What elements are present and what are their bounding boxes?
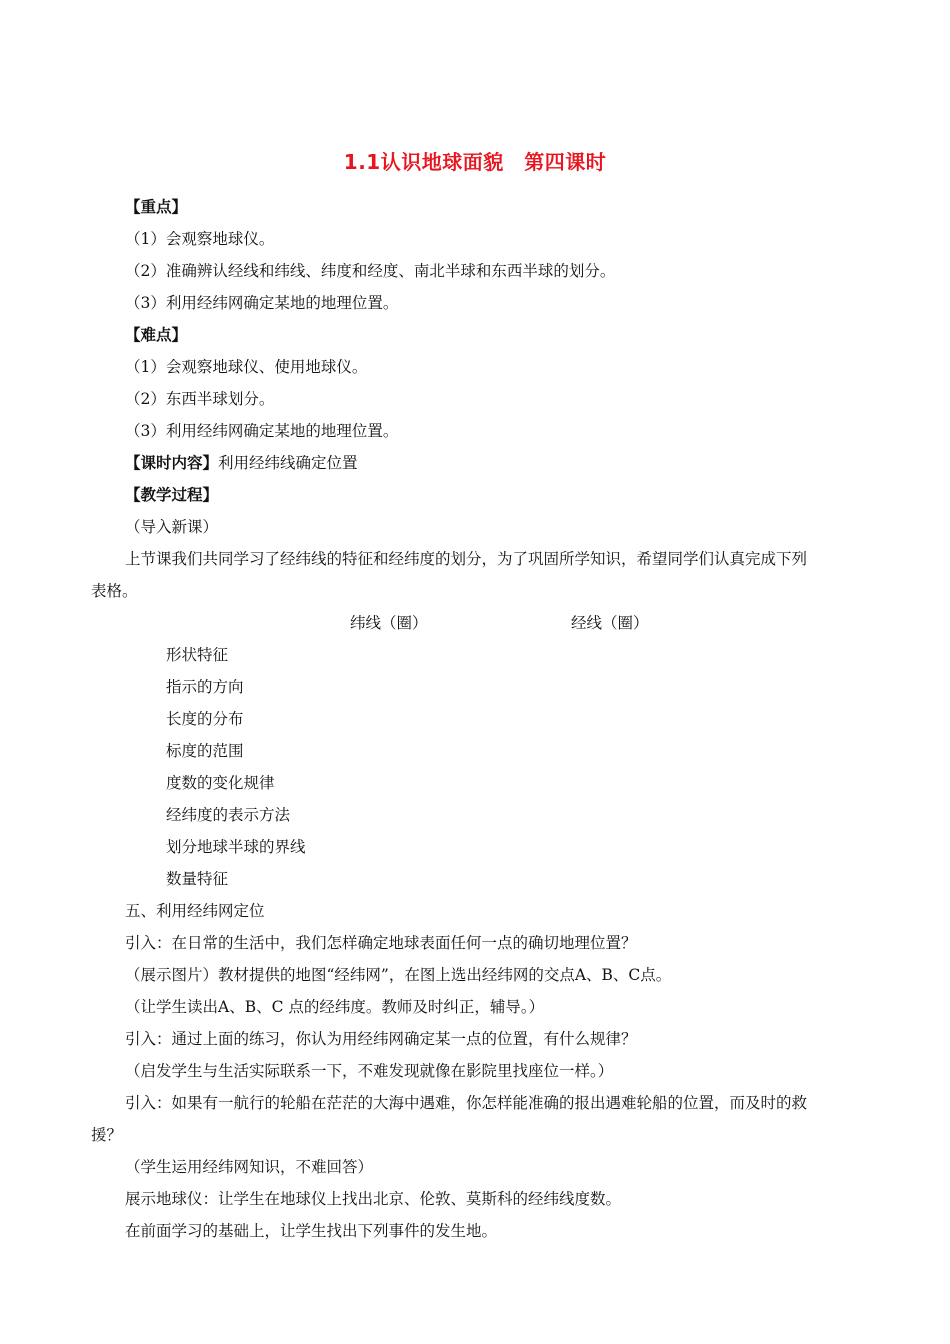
table-row: 指示的方向 <box>166 678 244 696</box>
table-col-longitude: 经线（圈） <box>571 614 649 632</box>
table-row: 长度的分布 <box>166 710 244 728</box>
difficult-point-3: （3）利用经纬网确定某地的地理位置。 <box>125 422 399 440</box>
section-5-heading: 五、利用经纬网定位 <box>125 902 265 920</box>
paragraph: 在前面学习的基础上，让学生找出下列事件的发生地。 <box>125 1222 498 1240</box>
teaching-process-heading: 【教学过程】 <box>125 485 219 504</box>
lesson-content-text: 利用经纬线确定位置 <box>218 454 358 472</box>
key-point-3: （3）利用经纬网确定某地的地理位置。 <box>125 294 399 312</box>
intro-paragraph-line1: 上节课我们共同学习了经纬线的特征和经纬度的划分，为了巩固所学知识，希望同学们认真完成下列 <box>125 550 808 568</box>
ship-paragraph-line1: 引入：如果有一航行的轮船在茫茫的大海中遇难，你怎样能准确的报出遇难轮船的位置，而及时的救 <box>125 1094 808 1112</box>
paragraph: （学生运用经纬网知识，不难回答） <box>125 1158 374 1176</box>
intro-label: （导入新课） <box>125 518 219 536</box>
key-points-heading: 【重点】 <box>125 197 188 216</box>
table-row: 数量特征 <box>166 870 229 888</box>
ship-paragraph-line2: 援？ <box>91 1126 123 1144</box>
paragraph: 引入：通过上面的练习，你认为用经纬网确定某一点的位置，有什么规律？ <box>125 1030 637 1048</box>
paragraph: 引入：在日常的生活中，我们怎样确定地球表面任何一点的确切地理位置？ <box>125 934 637 952</box>
difficult-point-2: （2）东西半球划分。 <box>125 390 275 408</box>
paragraph: （让学生读出A、B、C 点的经纬度。教师及时纠正，辅导。） <box>125 998 545 1016</box>
table-row: 形状特征 <box>166 646 229 664</box>
intro-paragraph-line2: 表格。 <box>91 582 138 600</box>
table-row: 经纬度的表示方法 <box>166 806 291 824</box>
table-row: 划分地球半球的界线 <box>166 838 306 856</box>
difficult-points-heading: 【难点】 <box>125 325 188 344</box>
table-col-latitude: 纬线（圈） <box>350 614 428 632</box>
key-point-1: （1）会观察地球仪。 <box>125 230 275 248</box>
lesson-content-label: 【课时内容】 <box>125 453 219 472</box>
lesson-content <box>125 452 358 474</box>
page-title: 1.1认识地球面貌 第四课时 <box>343 150 607 174</box>
key-point-2: （2）准确辨认经线和纬线、纬度和经度、南北半球和东西半球的划分。 <box>125 262 616 280</box>
table-row: 度数的变化规律 <box>166 774 275 792</box>
paragraph: 展示地球仪：让学生在地球仪上找出北京、伦敦、莫斯科的经纬线度数。 <box>125 1190 622 1208</box>
paragraph: （启发学生与生活实际联系一下，不难发现就像在影院里找座位一样。） <box>125 1062 614 1080</box>
difficult-point-1: （1）会观察地球仪、使用地球仪。 <box>125 358 368 376</box>
table-row: 标度的范围 <box>166 742 244 760</box>
paragraph: （展示图片）教材提供的地图“经纬网”，在图上选出经纬网的交点A、B、C点。 <box>125 966 672 984</box>
